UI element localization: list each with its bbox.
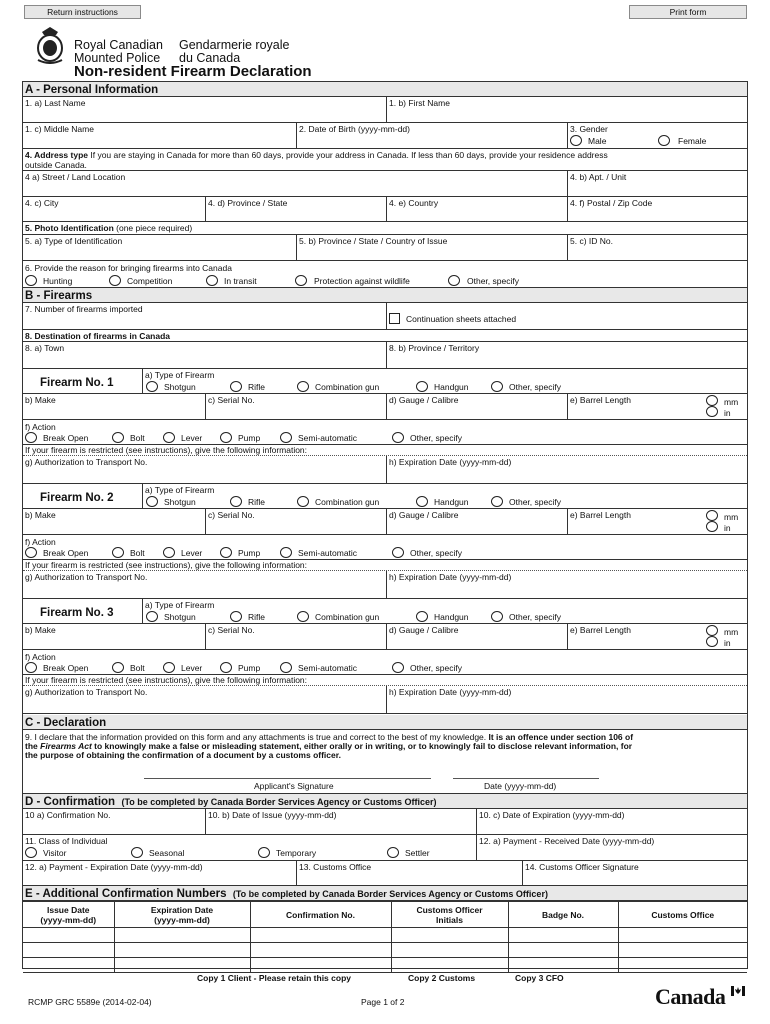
firearm-1-make-field[interactable]: b) Make	[25, 395, 56, 405]
apt-field[interactable]: 4. b) Apt. / Unit	[567, 171, 747, 196]
class-seasonal-radio[interactable]	[131, 847, 143, 858]
table-cell[interactable]	[250, 943, 391, 958]
firearm-3-auth-row	[23, 686, 747, 714]
col-officer-initials: Customs Officer Initials	[391, 902, 508, 928]
table-cell[interactable]	[391, 928, 508, 943]
firearm-count-field[interactable]: 7. Number of firearms imported	[25, 304, 143, 314]
firearm-2-auth-row	[23, 571, 747, 599]
firearm-1-restricted-note: If your firearm is restricted (see instructions), give the following information:	[23, 445, 747, 456]
officer-signature-field[interactable]: 14. Customs Officer Signature	[522, 861, 747, 885]
firearm-2-serial-field[interactable]: c) Serial No.	[205, 509, 386, 534]
firearm-2-title-cell	[23, 484, 142, 508]
firearm-2-barrel-in-radio[interactable]	[706, 521, 718, 532]
firearm-1-action-other-radio[interactable]	[392, 432, 404, 443]
table-cell[interactable]	[114, 928, 250, 943]
table-row	[23, 928, 747, 943]
firearm-1-action-row: f) Action Break Open Bolt Lever Pump Semi-automatic Other, specify	[23, 420, 747, 445]
class-of-individual-field: 11. Class of Individual Visitor Seasonal Temporary Settler	[25, 836, 430, 858]
table-row	[23, 958, 747, 973]
rcmp-crest-icon	[32, 26, 68, 64]
firearm-2-type-other-radio[interactable]	[491, 496, 503, 507]
table-cell[interactable]	[23, 958, 114, 973]
table-cell[interactable]	[23, 928, 114, 943]
firearm-3-make-field[interactable]: b) Make	[25, 625, 56, 635]
firearm-3-barrel-mm-radio[interactable]	[706, 625, 718, 636]
form-title: Non-resident Firearm Declaration	[74, 63, 312, 80]
reason-hunting-radio[interactable]	[25, 275, 37, 286]
table-cell[interactable]	[250, 928, 391, 943]
firearm-2-action-pump-radio[interactable]	[220, 547, 232, 558]
copy-2-label: Copy 2 Customs	[408, 973, 476, 983]
col-issue-date: Issue Date (yyyy-mm-dd)	[23, 902, 114, 928]
firearm-3-action-semi-automatic-radio[interactable]	[280, 662, 292, 673]
payment-expiration-field[interactable]: 12. a) Payment - Expiration Date (yyyy-mm-dd)	[25, 862, 203, 872]
firearm-1-serial-field[interactable]: c) Serial No.	[205, 394, 386, 419]
firearm-3-action-lever-radio[interactable]	[163, 662, 175, 673]
firearm-1-type-other-radio[interactable]	[491, 381, 503, 392]
firearm-1-action-break-open-radio[interactable]	[25, 432, 37, 443]
first-name-field[interactable]: 1. b) First Name	[386, 97, 747, 122]
street-row	[23, 171, 747, 197]
city-row	[23, 197, 747, 222]
firearm-2-action-semi-automatic-radio[interactable]	[280, 547, 292, 558]
firearm-1-action-pump-radio[interactable]	[220, 432, 232, 443]
firearm-1-type-handgun-radio[interactable]	[416, 381, 428, 392]
firearm-1-barrel-mm-radio[interactable]	[706, 395, 718, 406]
firearm-3-type-rifle-radio[interactable]	[230, 611, 242, 622]
declaration-date-line[interactable]	[453, 778, 599, 779]
firearm-3-type-handgun-radio[interactable]	[416, 611, 428, 622]
firearm-3-gauge-field[interactable]: d) Gauge / Calibre	[386, 624, 567, 649]
firearm-3-action-bolt-radio[interactable]	[112, 662, 124, 673]
col-confirmation-no: Confirmation No.	[250, 902, 391, 928]
reason-competition-radio[interactable]	[109, 275, 121, 286]
firearm-1-gauge-field[interactable]: d) Gauge / Calibre	[386, 394, 567, 419]
firearm-1-type-combination-gun-radio[interactable]	[297, 381, 309, 392]
canada-wordmark: Canada	[655, 984, 726, 1009]
firearm-1-auth-row	[23, 456, 747, 484]
declaration-line-3: the purpose of obtaining the confirmation of a document by a customs officer.	[25, 750, 341, 760]
firearm-3-type-field: a) Type of Firearm Shotgun Rifle Combination gun Handgun Other, specify	[142, 599, 747, 623]
firearm-2-gauge-field[interactable]: d) Gauge / Calibre	[386, 509, 567, 534]
firearm-3-auth-expiry-field[interactable]: h) Expiration Date (yyyy-mm-dd)	[386, 686, 747, 713]
city-field[interactable]: 4. c) City	[25, 198, 59, 208]
continuation-cell: Continuation sheets attached	[386, 303, 747, 329]
firearm-2-make-field[interactable]: b) Make	[25, 510, 56, 520]
org-name-english: Royal Canadian Mounted Police	[74, 38, 163, 65]
payment-received-field[interactable]: 12. a) Payment - Received Date (yyyy-mm-dd)	[476, 835, 747, 860]
firearm-1-auth-field[interactable]: g) Authorization to Transport No.	[25, 457, 148, 467]
firearm-3-type-combination-gun-radio[interactable]	[297, 611, 309, 622]
firearm-2-type-combination-gun-radio[interactable]	[297, 496, 309, 507]
firearm-2-auth-expiry-field[interactable]: h) Expiration Date (yyyy-mm-dd)	[386, 571, 747, 598]
table-row	[23, 943, 747, 958]
firearm-2-action-row: f) Action Break Open Bolt Lever Pump Semi-automatic Other, specify	[23, 535, 747, 560]
table-cell[interactable]	[618, 958, 747, 973]
table-cell[interactable]	[618, 928, 747, 943]
declaration-form	[22, 81, 748, 969]
firearm-2-action-break-open-radio[interactable]	[25, 547, 37, 558]
firearm-3-action-other-radio[interactable]	[392, 662, 404, 673]
firearm-2-action-lever-radio[interactable]	[163, 547, 175, 558]
firearm-3-type-row	[23, 599, 747, 624]
province-territory-field[interactable]: 8. b) Province / Territory	[386, 342, 747, 368]
reason-other-radio[interactable]	[448, 275, 460, 286]
table-cell[interactable]	[114, 943, 250, 958]
firearm-1-title-cell	[23, 369, 142, 393]
firearm-3-barrel-field[interactable]: e) Barrel Length mm in	[567, 624, 747, 649]
section-a-header: A - Personal Information	[23, 82, 747, 97]
table-cell[interactable]	[391, 943, 508, 958]
firearm-1-action-bolt-radio[interactable]	[112, 432, 124, 443]
photo-id-note: 5. Photo Identification (one piece required)	[23, 222, 747, 235]
issue-date-field[interactable]: 10. b) Date of Issue (yyyy-mm-dd)	[205, 809, 476, 834]
destination-note: 8. Destination of firearms in Canada	[23, 330, 747, 342]
section-c-header: C - Declaration	[23, 715, 747, 730]
firearm-3-auth-field[interactable]: g) Authorization to Transport No.	[25, 687, 148, 697]
id-type-field[interactable]: 5. a) Type of Identification	[25, 236, 123, 246]
firearm-1-action-semi-automatic-radio[interactable]	[280, 432, 292, 443]
gender-male-radio[interactable]	[570, 135, 582, 146]
firearm-2-action-other-radio[interactable]	[392, 547, 404, 558]
table-cell[interactable]	[508, 928, 618, 943]
firearm-2-auth-field[interactable]: g) Authorization to Transport No.	[25, 572, 148, 582]
section-e-header: E - Additional Confirmation Numbers (To be completed by Canada Border Services Agency or Customs Officer)	[23, 886, 747, 901]
id-row	[23, 235, 747, 261]
firearm-2-barrel-field[interactable]: e) Barrel Length mm in	[567, 509, 747, 534]
class-visitor-radio[interactable]	[25, 847, 37, 858]
declaration-line-1: 9. I declare that the information provided on this form and any attachments is true and correct to the best of my knowledge. It is an offence under section 106 of	[25, 732, 634, 742]
payment-row	[23, 861, 747, 886]
firearm-2-title: Firearm No. 2	[40, 492, 114, 504]
additional-confirmation-table	[23, 901, 747, 973]
address-type-note: 4. Address type If you are staying in Canada for more than 60 days, provide your address in Canada. If less than 60 days, provide your residence address outside Canada.	[23, 149, 747, 171]
table-cell[interactable]	[23, 943, 114, 958]
reason-row: 6. Provide the reason for bringing firearms into Canada Hunting Competition In transit Protection against wildlife Other, specify	[23, 261, 747, 288]
id-number-field[interactable]: 5. c) ID No.	[567, 235, 747, 260]
firearm-3-action-row: f) Action Break Open Bolt Lever Pump Semi-automatic Other, specify	[23, 650, 747, 675]
table-cell[interactable]	[508, 958, 618, 973]
table-cell[interactable]	[618, 943, 747, 958]
postal-field[interactable]: 4. f) Postal / Zip Code	[567, 197, 747, 221]
firearm-1-type-field: a) Type of Firearm Shotgun Rifle Combination gun Handgun Other, specify	[142, 369, 747, 393]
page-number: Page 1 of 2	[361, 997, 405, 1007]
firearm-3-action-break-open-radio[interactable]	[25, 662, 37, 673]
street-field[interactable]: 4 a) Street / Land Location	[25, 172, 126, 182]
confirmation-row	[23, 809, 747, 835]
reason-in-transit-radio[interactable]	[206, 275, 218, 286]
table-cell[interactable]	[508, 943, 618, 958]
copy-3-label: Copy 3 CFO	[515, 973, 564, 983]
firearm-1-details-row	[23, 394, 747, 420]
table-header-row	[23, 902, 747, 928]
declaration-block	[23, 730, 747, 794]
firearm-1-barrel-field[interactable]: e) Barrel Length mm in	[567, 394, 747, 419]
id-issue-field[interactable]: 5. b) Province / State / Country of Issue	[296, 235, 567, 260]
middle-name-field[interactable]: 1. c) Middle Name	[25, 124, 94, 134]
gender-field: 3. Gender Male Female	[567, 123, 747, 148]
firearm-2-type-row	[23, 484, 747, 509]
table-cell[interactable]	[391, 958, 508, 973]
col-badge-no: Badge No.	[508, 902, 618, 928]
confirmation-number-field[interactable]: 10 a) Confirmation No.	[25, 810, 111, 820]
destination-row	[23, 342, 747, 369]
col-expiration-date: Expiration Date (yyyy-mm-dd)	[114, 902, 250, 928]
firearm-3-action-pump-radio[interactable]	[220, 662, 232, 673]
firearm-1-type-shotgun-radio[interactable]	[146, 381, 158, 392]
table-cell[interactable]	[250, 958, 391, 973]
firearm-1-type-rifle-radio[interactable]	[230, 381, 242, 392]
firearm-3-title-cell	[23, 599, 142, 623]
firearm-1-action-lever-radio[interactable]	[163, 432, 175, 443]
middle-dob-gender-row	[23, 123, 747, 149]
class-row	[23, 835, 747, 861]
customs-office-field[interactable]: 13. Customs Office	[296, 861, 522, 885]
firearm-1-auth-expiry-field[interactable]: h) Expiration Date (yyyy-mm-dd)	[386, 456, 747, 483]
print-form-button[interactable]: Print form	[629, 5, 747, 19]
return-instructions-button[interactable]: Return instructions	[24, 5, 141, 19]
last-name-field[interactable]: 1. a) Last Name	[25, 98, 86, 108]
table-cell[interactable]	[114, 958, 250, 973]
firearm-2-action-bolt-radio[interactable]	[112, 547, 124, 558]
declaration-line-2: the Firearms Act to knowingly make a false or misleading statement, either orally or in writing, or to knowingly fail to disclose relevant information, for	[25, 741, 633, 751]
reason-protection-radio[interactable]	[295, 275, 307, 286]
class-temporary-radio[interactable]	[258, 847, 270, 858]
class-settler-radio[interactable]	[387, 847, 399, 858]
firearm-2-type-shotgun-radio[interactable]	[146, 496, 158, 507]
org-name-french: Gendarmerie royale du Canada	[179, 38, 290, 65]
province-field[interactable]: 4. d) Province / State	[205, 197, 386, 221]
firearm-3-restricted-note: If your firearm is restricted (see instructions), give the following information:	[23, 675, 747, 686]
firearm-3-type-shotgun-radio[interactable]	[146, 611, 158, 622]
firearm-3-serial-field[interactable]: c) Serial No.	[205, 624, 386, 649]
country-field[interactable]: 4. e) Country	[386, 197, 567, 221]
firearm-1-type-row	[23, 369, 747, 394]
firearm-3-type-other-radio[interactable]	[491, 611, 503, 622]
section-d-header: D - Confirmation (To be completed by Canada Border Services Agency or Customs Officer)	[23, 794, 747, 809]
firearm-3-title: Firearm No. 3	[40, 607, 114, 619]
firearm-count-row	[23, 303, 747, 330]
col-customs-office: Customs Office	[618, 902, 747, 928]
expiration-date-field[interactable]: 10. c) Date of Expiration (yyyy-mm-dd)	[476, 809, 747, 834]
declaration-date-label: Date (yyyy-mm-dd)	[484, 781, 557, 791]
firearm-2-type-field: a) Type of Firearm Shotgun Rifle Combination gun Handgun Other, specify	[142, 484, 747, 508]
firearm-2-type-handgun-radio[interactable]	[416, 496, 428, 507]
town-field[interactable]: 8. a) Town	[25, 343, 65, 353]
firearm-3-barrel-in-radio[interactable]	[706, 636, 718, 647]
copy-1-label: Copy 1 Client - Please retain this copy	[197, 973, 351, 983]
signature-label: Applicant's Signature	[254, 781, 334, 791]
firearm-1-title: Firearm No. 1	[40, 377, 114, 389]
firearm-3-details-row	[23, 624, 747, 650]
firearm-2-restricted-note: If your firearm is restricted (see instructions), give the following information:	[23, 560, 747, 571]
continuation-checkbox[interactable]	[389, 313, 400, 324]
name-row	[23, 97, 747, 123]
firearm-1-barrel-in-radio[interactable]	[706, 406, 718, 417]
dob-field[interactable]: 2. Date of Birth (yyyy-mm-dd)	[296, 123, 567, 148]
canada-flag-icon	[731, 986, 745, 996]
firearm-2-barrel-mm-radio[interactable]	[706, 510, 718, 521]
gender-female-radio[interactable]	[658, 135, 670, 146]
firearm-2-type-rifle-radio[interactable]	[230, 496, 242, 507]
signature-line[interactable]	[144, 778, 431, 779]
form-number: RCMP GRC 5589e (2014-02-04)	[28, 997, 152, 1007]
firearm-2-details-row	[23, 509, 747, 535]
section-b-header: B - Firearms	[23, 288, 747, 303]
